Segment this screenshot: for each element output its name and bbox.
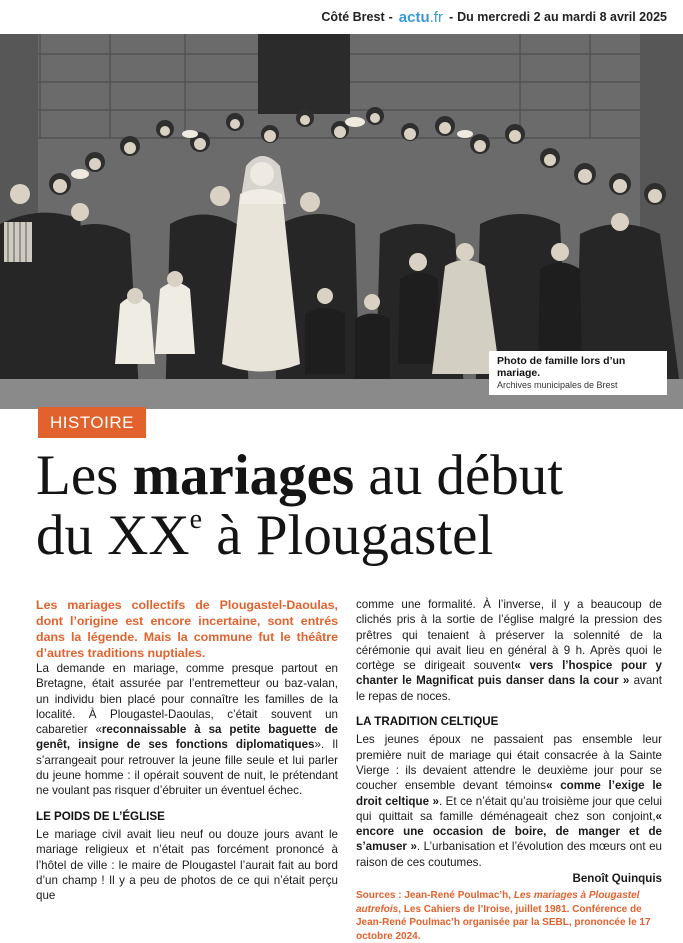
text: avant le repas de noces. [356, 674, 662, 703]
article-headline [36, 446, 666, 566]
brand-name: actu [398, 8, 430, 26]
paragraph [356, 732, 662, 870]
text: comme une formalité. À l’inverse, il y a beaucoup de clichés pris à la sortie de l’église malgré la pression des prêtres qui tenaient à préserver la solennité de la cérémonie qui avait lieu en général à 9 h. Après quoi le cortège se dirigeait souvent [356, 598, 662, 673]
wedding-photo [0, 34, 683, 409]
page-header [0, 0, 683, 34]
headline-superscript: e [189, 504, 203, 535]
subheading: LA TRADITION CELTIQUE [356, 715, 499, 729]
article-column-1 [36, 597, 338, 903]
brand-logo[interactable] [399, 9, 443, 26]
headline-text: à Plougastel [202, 504, 494, 567]
text: ». Il s’arrangeait pour retrouver la jeune fille seule et lui parler du jeune homme : il opérait souvent de nuit, le prétendant ne voulant pas risquer d’ébruiter un éventuel échec. [36, 738, 338, 798]
headline-text: du XX [36, 504, 190, 567]
article-lead: Les mariages collectifs de Plougastel-Daoulas, dont l’origine est encore incertaine, sont entrés dans la légende. Mais la commune fut le théâtre d’autres traditions nuptiales. [36, 598, 338, 660]
brand-tld: .fr [429, 8, 443, 26]
quote: « encore une occasion de boire, de manger et de s’amuser » [356, 809, 662, 854]
headline-bold: mariages [132, 444, 355, 507]
headline-text: au début [354, 444, 564, 507]
paragraph [356, 597, 662, 704]
paragraph [36, 661, 338, 799]
headline-text: Les [36, 444, 133, 507]
photo-caption [489, 351, 667, 395]
quote: « vers l’hospice pour y chanter le Magnificat puis danser dans la cour » [356, 659, 662, 688]
text: Les jeunes époux ne passaient pas ensemble leur première nuit de mariage qui était consacrée à la Sainte Vierge : ils devaient attendre le deuxième jour pour se coucher ensemble devant témoins [356, 733, 662, 793]
text: La demande en mariage, comme presque partout en Bretagne, était assurée par l’entremetteur ou baz-valan, un individu bien placé pour connaître les familles de la localité. À Plougastel-Daoulas, c’était souvent un cabaretier « [36, 662, 338, 737]
header-separator: - [388, 10, 393, 24]
text: , Les Cahiers de l’Iroise, juillet 1981. Conférence de Jean-René Poulmac’h organisée par la SEBL, prononcée le 17 octobre 2024. [356, 903, 651, 942]
caption-title: Photo de famille lors d’un mariage. [497, 355, 626, 379]
header-separator: - [448, 10, 454, 24]
article-sources [356, 889, 662, 943]
paragraph: Le mariage civil avait lieu neuf ou douze jours avant le mariage religieux et n’était pas forcément prononcé à l’hôtel de ville : le maire de Plougastel l’aurait fait au bord d’un champ ! Il y a peu de photos de ce qui n’était perçu que [36, 827, 338, 903]
article-column-2 [356, 597, 662, 943]
quote: reconnaissable à sa petite baguette de genêt, insigne de ses fonctions diplomatiques [36, 723, 338, 752]
text: . L’urbanisation et l’évolution des mœurs ont eu raison de ces coutumes. [356, 840, 662, 869]
section-name: Côté Brest [321, 10, 385, 24]
section-kicker: HISTOIRE [38, 407, 146, 438]
article-author: Benoît Quinquis [572, 872, 662, 886]
source-title: Les mariages à Plougastel autrefois [356, 890, 640, 915]
caption-credit: Archives municipales de Brest [497, 380, 618, 390]
quote: « comme l’exige le droit celtique » [356, 779, 662, 808]
text: . Et ce n’était qu’au troisième jour que celui qui quittait sa famille déménageait chez son conjoint, [356, 794, 663, 823]
text: Sources : Jean-René Poulmac’h, [356, 890, 514, 902]
subheading: LE POIDS DE L’ÉGLISE [36, 809, 165, 823]
issue-dates: Du mercredi 2 au mardi 8 avril 2025 [457, 10, 667, 24]
